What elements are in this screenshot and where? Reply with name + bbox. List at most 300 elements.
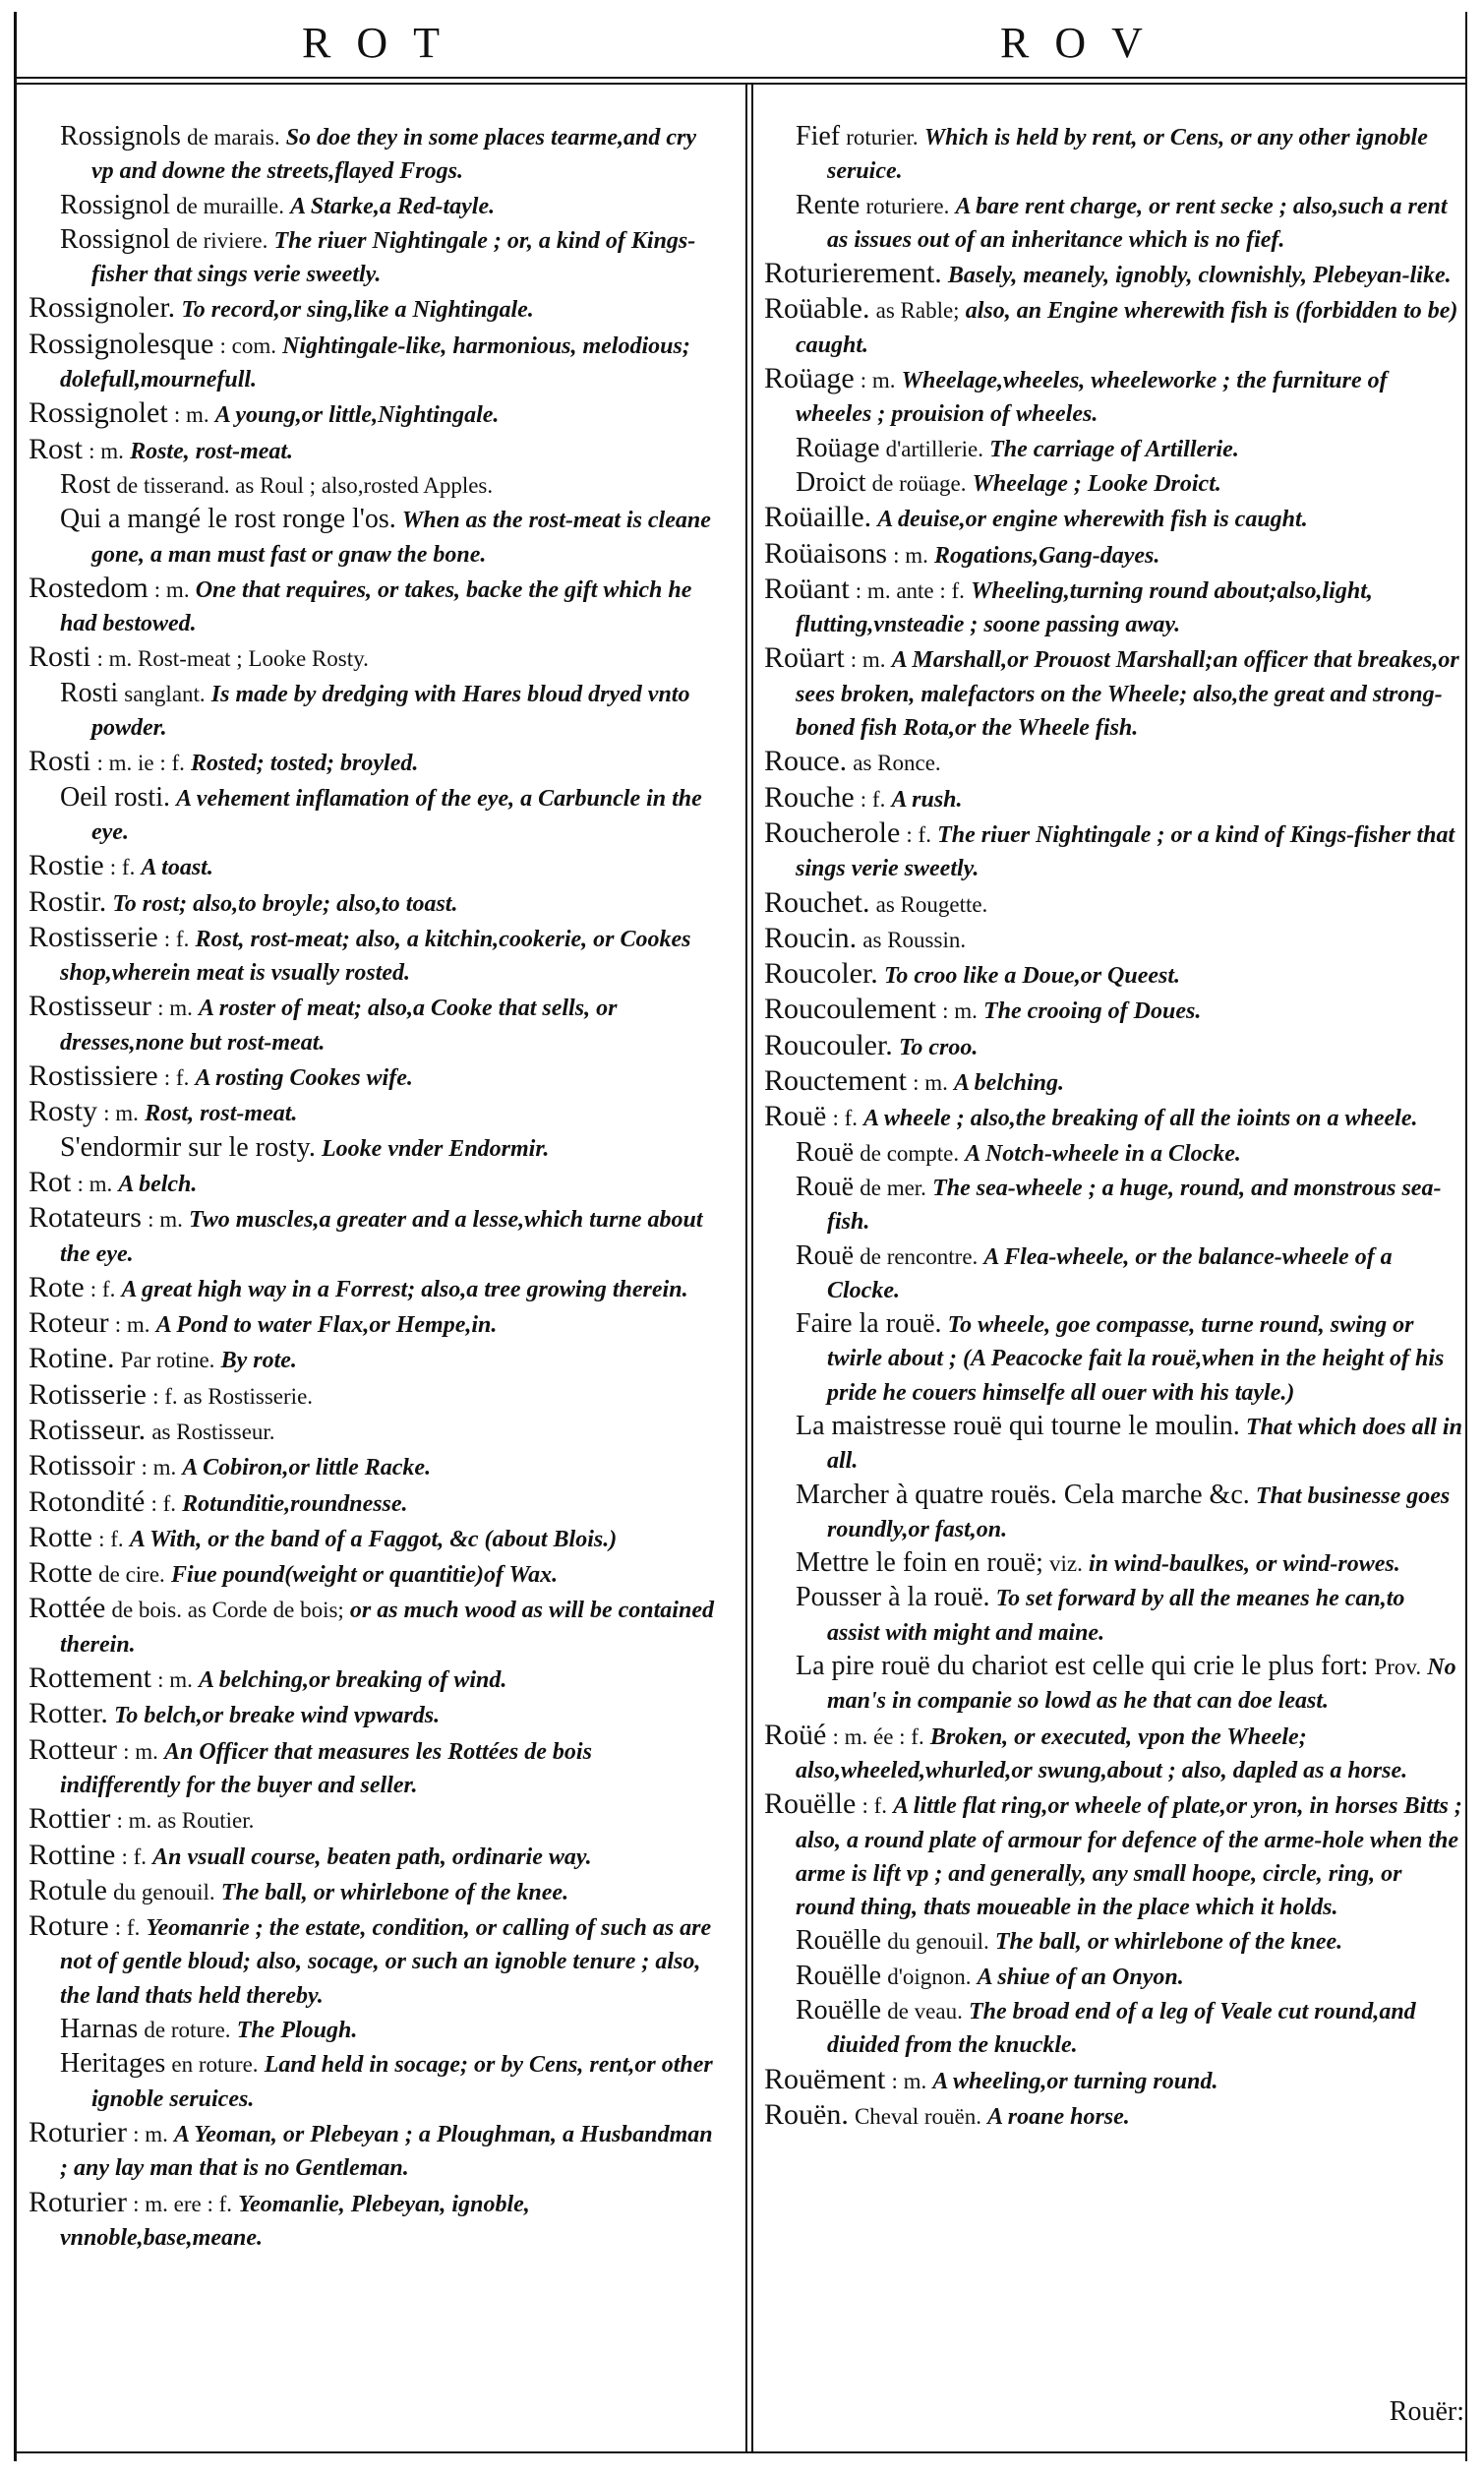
entry-definition: Is made by dredging with Hares bloud dryed vnto powder. — [91, 681, 690, 742]
entry-headword: Rot — [29, 1165, 72, 1198]
entry-definition: or as much wood as will be contained therein. — [60, 1598, 714, 1658]
entry-headword: Rosti — [29, 640, 91, 674]
entry-headword: Heritages — [60, 2048, 166, 2080]
entry-grammar: : m. — [173, 402, 209, 428]
entry-definition: Yeomanrie ; the estate, condition, or calling of such as are not of gentle bloud; also, socage, or such an ignoble tenure ; also, the land thats held thereby. — [60, 1915, 712, 2009]
entry-grammar: de cire. — [98, 1562, 165, 1588]
entry-headword: Rostedom — [29, 571, 148, 604]
footer-rule — [17, 2451, 1465, 2453]
entry-grammar: : f. — [860, 786, 886, 812]
entry-headword: Rouche — [764, 780, 855, 814]
entry-headword: Rouë — [796, 1136, 855, 1168]
entry-definition: A With, or the band of a Faggot, &c (about Blois.) — [129, 1526, 618, 1552]
entry-headword: Rouë — [796, 1239, 855, 1271]
entry-definition: Roste, rost-meat. — [130, 438, 294, 464]
entry-definition: A rosting Cookes wife. — [195, 1065, 413, 1092]
dictionary-entry — [29, 1201, 717, 1271]
entry-definition: The riuer Nightingale ; or, a kind of Kings-fisher that sings verie sweetly. — [91, 227, 696, 288]
entry-headword: Rossignoler. — [29, 291, 176, 325]
entry-grammar: d'artillerie. — [885, 436, 983, 461]
dictionary-entry — [29, 1449, 717, 1484]
entry-headword: Rossignolesque — [29, 327, 214, 360]
dictionary-entry — [29, 120, 717, 189]
entry-grammar: de tisserand. as Roul ; also,rosted Apples. — [116, 472, 494, 498]
entry-grammar: : com. — [219, 332, 276, 358]
dictionary-entry — [29, 2116, 717, 2186]
dictionary-entry — [764, 781, 1462, 816]
entry-headword: Roturier — [29, 2185, 127, 2218]
entry-grammar: as Rable; — [875, 298, 960, 324]
entry-definition: Wheelage ; Looke Droict. — [972, 470, 1221, 497]
entry-grammar: de roture. — [144, 2018, 231, 2043]
dictionary-entry — [764, 745, 1462, 780]
dictionary-entry — [29, 1131, 717, 1166]
entry-headword: Roüable. — [764, 292, 870, 326]
entry-headword: Rost — [29, 432, 84, 465]
entry-grammar: : m. — [141, 1455, 177, 1481]
entry-grammar: : f. — [150, 1490, 177, 1516]
entry-definition: That which does all in all. — [827, 1414, 1462, 1475]
entry-grammar: : m. — [157, 996, 193, 1021]
entry-definition: When as the rost-meat is cleane gone, a man must fast or gnaw the bone. — [91, 508, 711, 568]
entry-definition: The sea-wheele ; a huge, round, and monstrous sea-fish. — [827, 1175, 1442, 1236]
entry-grammar: Cheval rouën. — [854, 2103, 981, 2129]
dictionary-entry — [29, 1059, 717, 1095]
entry-grammar: : f. — [906, 821, 931, 847]
dictionary-entry — [764, 1581, 1462, 1650]
entry-headword: Rotondité — [29, 1484, 146, 1518]
entry-definition: No man's in companie so lowd as he that can doe least. — [827, 1655, 1456, 1715]
entry-headword: Rouctement — [764, 1064, 907, 1098]
dictionary-entry — [29, 921, 717, 991]
entry-grammar: de mer. — [860, 1175, 926, 1200]
dictionary-entry — [29, 1662, 717, 1697]
entry-grammar: : m. — [89, 438, 124, 463]
entry-grammar: : m. — [913, 1070, 948, 1096]
entry-headword: Rottier — [29, 1802, 111, 1836]
entry-headword: Roteur — [29, 1306, 109, 1340]
entry-grammar: : f. as Rostisserie. — [152, 1383, 314, 1409]
entry-definition: Rogations,Gang-dayes. — [934, 542, 1160, 569]
entry-grammar: : m. ée : f. — [832, 1723, 924, 1749]
entry-definition: Rotunditie,roundnesse. — [182, 1490, 408, 1517]
dictionary-entry — [764, 257, 1462, 292]
entry-definition: To set forward by all the meanes he can,to assist with might and maine. — [827, 1586, 1405, 1646]
entry-headword: Rottée — [29, 1592, 106, 1625]
entry-grammar: : f. — [109, 855, 136, 880]
dictionary-entry — [29, 885, 717, 921]
dictionary-entry — [29, 1733, 717, 1803]
entry-definition: A great high way in a Forrest; also,a tree growing therein. — [121, 1276, 688, 1302]
entry-definition: The crooing of Doues. — [983, 998, 1202, 1025]
dictionary-entry — [29, 189, 717, 223]
left-column — [29, 120, 717, 2255]
entry-headword: Rottement — [29, 1662, 151, 1695]
entry-definition: The ball, or whirlebone of the knee. — [220, 1879, 569, 1905]
entry-grammar: roturier. — [846, 125, 919, 150]
entry-definition: A deuise,or engine wherewith fish is caught. — [877, 507, 1308, 533]
entry-headword: Marcher à quatre rouës. Cela marche &c. — [796, 1479, 1250, 1510]
column-divider — [751, 83, 753, 2451]
dictionary-entry — [764, 922, 1462, 957]
entry-definition: A rush. — [891, 786, 963, 813]
dictionary-entry — [29, 1697, 717, 1732]
dictionary-page — [14, 12, 1467, 2461]
dictionary-entry — [764, 993, 1462, 1028]
entry-grammar: Prov. — [1374, 1655, 1422, 1680]
dictionary-entry — [764, 1719, 1462, 1788]
dictionary-entry — [29, 2013, 717, 2047]
entry-definition: The riuer Nightingale ; or a kind of Kings-fisher that sings verie sweetly. — [796, 821, 1455, 882]
entry-definition: A Cobiron,or little Racke. — [182, 1455, 432, 1481]
dictionary-entry — [29, 433, 717, 468]
entry-headword: Rotisseur. — [29, 1413, 147, 1446]
entry-definition: Basely, meanely, ignobly, clownishly, Plebeyan-like. — [947, 263, 1452, 289]
entry-headword: Qui a mangé le rost ronge l'os. — [60, 504, 396, 535]
page-header — [17, 12, 1465, 73]
entry-headword: Rouëlle — [796, 1960, 882, 1991]
dictionary-entry — [764, 362, 1462, 432]
entry-definition: A Flea-wheele, or the balance-wheele of a Clocke. — [827, 1243, 1393, 1303]
dictionary-entry — [764, 1960, 1462, 1994]
entry-headword: Oeil rosti. — [60, 781, 170, 813]
dictionary-entry — [764, 189, 1462, 258]
entry-definition: Which is held by rent, or Cens, or any other ignoble seruice. — [827, 125, 1428, 185]
dictionary-entry — [764, 573, 1462, 642]
entry-headword: Roüaille. — [764, 501, 872, 534]
dictionary-entry — [29, 1485, 717, 1521]
entry-grammar: : f. — [114, 1915, 141, 1941]
dictionary-entry — [764, 957, 1462, 993]
entry-headword: Rouëlle — [796, 1925, 882, 1957]
entry-definition: That businesse goes roundly,or fast,on. — [827, 1482, 1451, 1542]
entry-definition: Looke vnder Endormir. — [322, 1135, 550, 1162]
entry-definition: A vehement inflamation of the eye, a Carbuncle in the eye. — [91, 785, 702, 845]
entry-grammar: : f. — [163, 1065, 190, 1091]
entry-headword: Roüant — [764, 572, 850, 605]
dictionary-entry — [764, 2063, 1462, 2098]
entry-headword: Rouëment — [764, 2062, 886, 2095]
entry-grammar: : m. — [850, 647, 886, 673]
entry-definition: Wheeling,turning round about;also,light, flutting,vnsteadie ; soone passing away. — [796, 577, 1373, 638]
dictionary-entry — [764, 1787, 1462, 1924]
dictionary-entry — [764, 886, 1462, 922]
entry-grammar: : m. — [77, 1171, 113, 1196]
entry-definition: Rosted; tosted; broyled. — [191, 751, 419, 777]
entry-definition: A belching. — [954, 1070, 1065, 1097]
entry-grammar: : m. — [893, 542, 928, 568]
entry-headword: Rouë — [764, 1100, 827, 1133]
entry-grammar: : m. ante : f. — [855, 577, 965, 603]
dictionary-entry — [29, 1271, 717, 1306]
dictionary-entry — [29, 1556, 717, 1592]
entry-headword: Rossignol — [60, 189, 171, 220]
entry-headword: Rostisseur — [29, 990, 152, 1023]
entry-definition: A Marshall,or Prouost Marshall;an officer that breakes,or sees broken, malefactors on the Wheele; also,the great and strong-boned fish Rota,or the Wheele fish. — [796, 647, 1459, 742]
entry-headword: Roture — [29, 1909, 109, 1943]
dictionary-entry — [764, 641, 1462, 745]
entry-definition: The ball, or whirlebone of the knee. — [994, 1929, 1343, 1956]
entry-headword: Pousser à la rouë. — [796, 1582, 990, 1613]
entry-headword: Mettre le foin en rouë; — [796, 1547, 1043, 1579]
entry-definition: An vsuall course, beaten path, ordinarie way. — [152, 1843, 592, 1870]
entry-grammar: roturiere. — [865, 193, 950, 218]
dictionary-entry — [764, 1307, 1462, 1410]
entry-definition: To croo like a Doue,or Queest. — [883, 963, 1181, 990]
entry-headword: Rouce. — [764, 745, 848, 778]
entry-grammar: sanglant. — [124, 681, 206, 706]
entry-definition: To record,or sing,like a Nightingale. — [181, 297, 534, 324]
entry-grammar: : m. — [157, 1667, 193, 1693]
entry-grammar: d'oignon. — [887, 1964, 972, 1989]
dictionary-entry — [29, 849, 717, 884]
entry-headword: Roüé — [764, 1718, 827, 1751]
entry-definition: The Plough. — [236, 2018, 358, 2044]
entry-definition: A Notch-wheele in a Clocke. — [965, 1140, 1241, 1167]
header-rule — [17, 77, 1465, 79]
entry-headword: Rotter. — [29, 1697, 108, 1730]
entry-grammar: du genouil. — [113, 1879, 215, 1904]
dictionary-entry — [764, 466, 1462, 501]
dictionary-entry — [29, 1166, 717, 1201]
dictionary-entry — [29, 1592, 717, 1662]
dictionary-entry — [29, 1874, 717, 1909]
entry-headword: Rosti — [60, 677, 119, 708]
entry-definition: The carriage of Artillerie. — [989, 436, 1239, 462]
entry-headword: Rouë — [796, 1171, 855, 1202]
entry-headword: Rostisserie — [29, 920, 158, 953]
dictionary-entry — [764, 2098, 1462, 2134]
dictionary-entry — [29, 1342, 717, 1377]
entry-definition: Wheelage,wheeles, wheeleworke ; the furniture of wheeles ; prouision of wheeles. — [796, 368, 1388, 428]
entry-definition: Rost, rost-meat. — [145, 1101, 298, 1127]
dictionary-entry — [764, 1924, 1462, 1959]
entry-grammar: en roture. — [171, 2052, 259, 2078]
entry-headword: Rotule — [29, 1873, 107, 1906]
entry-grammar: : f. — [163, 926, 190, 951]
entry-grammar: : m. ie : f. — [96, 751, 185, 776]
entry-grammar: : f. — [861, 1793, 887, 1819]
entry-headword: Rouën. — [764, 2097, 849, 2131]
entry-headword: Faire la rouë. — [796, 1308, 942, 1340]
dictionary-entry — [29, 677, 717, 746]
entry-headword: Roucoler. — [764, 957, 878, 991]
dictionary-entry — [764, 501, 1462, 536]
entry-definition: A little flat ring,or wheele of plate,or yron, in horses Bitts ; also, a round plate of armour for defence of the arme-hole when the arme is lift vp ; and generally, any small hoope, circle, ring, or round thing, thats moueable in the place which it holds. — [796, 1793, 1462, 1921]
entry-headword: Roucouler. — [764, 1028, 893, 1061]
entry-grammar: : m. — [860, 368, 896, 393]
dictionary-entry — [29, 1306, 717, 1342]
dictionary-entry — [764, 1994, 1462, 2063]
entry-headword: La maistresse rouë qui tourne le moulin. — [796, 1410, 1240, 1441]
entry-definition: A roster of meat; also,a Cooke that sells, or dresses,none but rost-meat. — [60, 996, 618, 1056]
entry-definition: A Starke,a Red-tayle. — [290, 193, 496, 219]
entry-grammar: Par rotine. — [120, 1348, 215, 1373]
entry-definition: To belch,or breake wind vpwards. — [113, 1703, 441, 1729]
dictionary-entry — [29, 2186, 717, 2256]
dictionary-entry — [764, 1100, 1462, 1135]
entry-definition: A Yeoman, or Plebeyan ; a Ploughman, a Husbandman ; any lay man that is no Gentleman. — [60, 2121, 713, 2182]
header-rule — [17, 83, 1465, 85]
entry-definition: Rost, rost-meat; also, a kitchin,cookerie, or Cookes shop,wherein meat is vsually rosted. — [60, 926, 691, 987]
entry-grammar: : m. — [103, 1101, 139, 1126]
entry-headword: Rostie — [29, 849, 104, 882]
entry-headword: Rotisserie — [29, 1377, 147, 1411]
entry-headword: Rote — [29, 1270, 85, 1303]
dictionary-entry — [29, 1378, 717, 1414]
dictionary-entry — [764, 432, 1462, 466]
entry-headword: Rotine. — [29, 1342, 115, 1375]
entry-grammar: : f. — [832, 1106, 859, 1131]
entry-headword: Roüage — [764, 362, 855, 395]
entry-definition: One that requires, or takes, backe the gift which he had bestowed. — [60, 576, 692, 637]
entry-grammar: : f. — [121, 1843, 148, 1869]
entry-headword: Rouëlle — [796, 1995, 882, 2026]
dictionary-entry — [29, 1414, 717, 1449]
dictionary-entry — [764, 1479, 1462, 1547]
entry-definition: By rote. — [220, 1348, 297, 1374]
entry-grammar: as Ronce. — [853, 751, 941, 776]
entry-headword: Rosti — [29, 745, 91, 778]
entry-headword: Roüaisons — [764, 536, 888, 570]
entry-definition: A wheele ; also,the breaking of all the ioints on a wheele. — [863, 1106, 1418, 1132]
entry-headword: Rotte — [29, 1520, 92, 1553]
entry-grammar: : m. — [153, 576, 190, 602]
catchword: Rouër: — [1389, 2396, 1464, 2427]
dictionary-entry — [29, 1909, 717, 2013]
dictionary-entry — [29, 328, 717, 397]
entry-headword: Roucin. — [764, 921, 858, 954]
dictionary-entry — [764, 1064, 1462, 1100]
entry-definition: Nightingale-like, harmonious, melodious; dolefull,mournefull. — [60, 332, 690, 393]
entry-headword: Roturierement. — [764, 257, 942, 290]
entry-headword: Rotateurs — [29, 1201, 142, 1235]
entry-definition: To croo. — [898, 1034, 979, 1060]
entry-grammar: as Roussin. — [862, 927, 967, 952]
entry-headword: Roturier — [29, 2115, 127, 2148]
entry-grammar: : m. ere : f. — [133, 2191, 233, 2216]
entry-grammar: viz. — [1049, 1551, 1083, 1577]
column-divider — [745, 83, 747, 2451]
entry-grammar: : m. — [114, 1312, 150, 1338]
dictionary-entry — [29, 2047, 717, 2116]
entry-headword: Rente — [796, 189, 861, 220]
entry-grammar: : f. — [89, 1276, 116, 1301]
entry-definition: A wheeling,or turning round. — [932, 2068, 1218, 2094]
entry-grammar: de roüage. — [871, 470, 967, 496]
entry-definition: A bare rent charge, or rent secke ; also,such a rent as issues out of an inheritance which is no fief. — [827, 193, 1448, 253]
entry-grammar: : m. Rost-meat ; Looke Rosty. — [96, 646, 369, 672]
entry-grammar: de marais. — [187, 125, 280, 150]
entry-headword: Droict — [796, 466, 866, 498]
entry-definition: The broad end of a leg of Veale cut round,and diuided from the knuckle. — [827, 1999, 1416, 2059]
dictionary-entry — [764, 537, 1462, 573]
entry-headword: Fief — [796, 121, 841, 151]
entry-headword: Roüage — [796, 432, 880, 463]
entry-definition: Fiue pound(weight or quantitie)of Wax. — [170, 1562, 559, 1589]
entry-headword: Rottine — [29, 1838, 116, 1871]
dictionary-entry — [29, 291, 717, 327]
dictionary-entry — [764, 120, 1462, 189]
entry-headword: S'endormir sur le rosty. — [60, 1131, 316, 1163]
running-head-left: ROT — [302, 19, 465, 67]
dictionary-entry — [29, 396, 717, 432]
entry-grammar: : m. as Routier. — [116, 1808, 255, 1834]
entry-definition: So doe they in some places tearme,and cry vp and downe the streets,flayed Frogs. — [91, 125, 696, 185]
entry-grammar: de veau. — [887, 1999, 963, 2025]
dictionary-entry — [29, 503, 717, 572]
entry-headword: Rotissoir — [29, 1449, 136, 1482]
dictionary-entry — [29, 223, 717, 292]
dictionary-entry — [29, 1839, 717, 1874]
dictionary-entry — [764, 1171, 1462, 1239]
entry-headword: Rotte — [29, 1556, 92, 1590]
entry-definition: A young,or little,Nightingale. — [214, 402, 500, 429]
dictionary-entry — [764, 1410, 1462, 1479]
entry-grammar: : m. — [942, 998, 978, 1024]
entry-headword: Rostir. — [29, 884, 107, 918]
dictionary-entry — [764, 1546, 1462, 1581]
entry-definition: in wind-baulkes, or wind-rowes. — [1089, 1551, 1400, 1578]
entry-headword: Rossignols — [60, 121, 181, 151]
dictionary-entry — [29, 745, 717, 780]
dictionary-entry — [29, 781, 717, 850]
entry-headword: La pire rouë du chariot est celle qui crie le plus fort: — [796, 1651, 1369, 1682]
entry-headword: Rouëlle — [764, 1787, 857, 1821]
entry-headword: Rossignolet — [29, 396, 168, 430]
entry-headword: Roucherole — [764, 816, 901, 849]
entry-definition: Land held in socage; or by Cens, rent,or other ignoble seruices. — [91, 2052, 713, 2112]
entry-definition: A Pond to water Flax,or Hempe,in. — [155, 1312, 498, 1339]
entry-definition: An Officer that measures les Rottées de bois indifferently for the buyer and seller. — [60, 1738, 592, 1798]
entry-grammar: as Rostisseur. — [151, 1419, 275, 1444]
entry-headword: Rossignol — [60, 223, 171, 255]
right-column — [764, 120, 1462, 2134]
entry-headword: Roucoulement — [764, 993, 936, 1026]
entry-headword: Harnas — [60, 2014, 139, 2045]
entry-headword: Rost — [60, 468, 111, 500]
dictionary-entry — [29, 468, 717, 503]
dictionary-entry — [29, 1802, 717, 1838]
entry-grammar: : f. — [98, 1526, 124, 1551]
dictionary-entry — [29, 1095, 717, 1130]
entry-headword: Rotteur — [29, 1732, 117, 1766]
entry-definition: To rost; also,to broyle; also,to toast. — [112, 890, 458, 917]
entry-definition: Two muscles,a greater and a lesse,which turne about the eye. — [60, 1207, 703, 1267]
dictionary-entry — [29, 1521, 717, 1556]
dictionary-entry — [764, 1136, 1462, 1171]
entry-grammar: de bois. as Corde de bois; — [111, 1598, 344, 1623]
entry-headword: Rouchet. — [764, 885, 870, 919]
entry-definition: Broken, or executed, vpon the Wheele; also,wheeled,whurled,or swung,about ; also, dapled as a horse. — [796, 1723, 1408, 1783]
entry-definition: A belching,or breaking of wind. — [199, 1667, 507, 1694]
dictionary-entry — [29, 990, 717, 1059]
entry-definition: also, an Engine wherewith fish is (forbidden to be) caught. — [796, 298, 1458, 358]
entry-grammar: : m. — [891, 2068, 927, 2093]
dictionary-entry — [764, 1239, 1462, 1308]
dictionary-entry — [764, 1029, 1462, 1064]
running-head-right: ROV — [1000, 19, 1168, 67]
dictionary-entry — [764, 292, 1462, 362]
entry-grammar: : m. — [123, 1738, 158, 1764]
entry-grammar: as Rougette. — [875, 891, 988, 917]
entry-headword: Rosty — [29, 1095, 98, 1128]
entry-definition: A toast. — [141, 855, 213, 881]
entry-definition: Yeomanlie, Plebeyan, ignoble, vnnoble,base,meane. — [60, 2191, 530, 2251]
entry-grammar: du genouil. — [887, 1929, 989, 1955]
entry-grammar: : m. — [133, 2121, 168, 2146]
dictionary-entry — [764, 1650, 1462, 1719]
